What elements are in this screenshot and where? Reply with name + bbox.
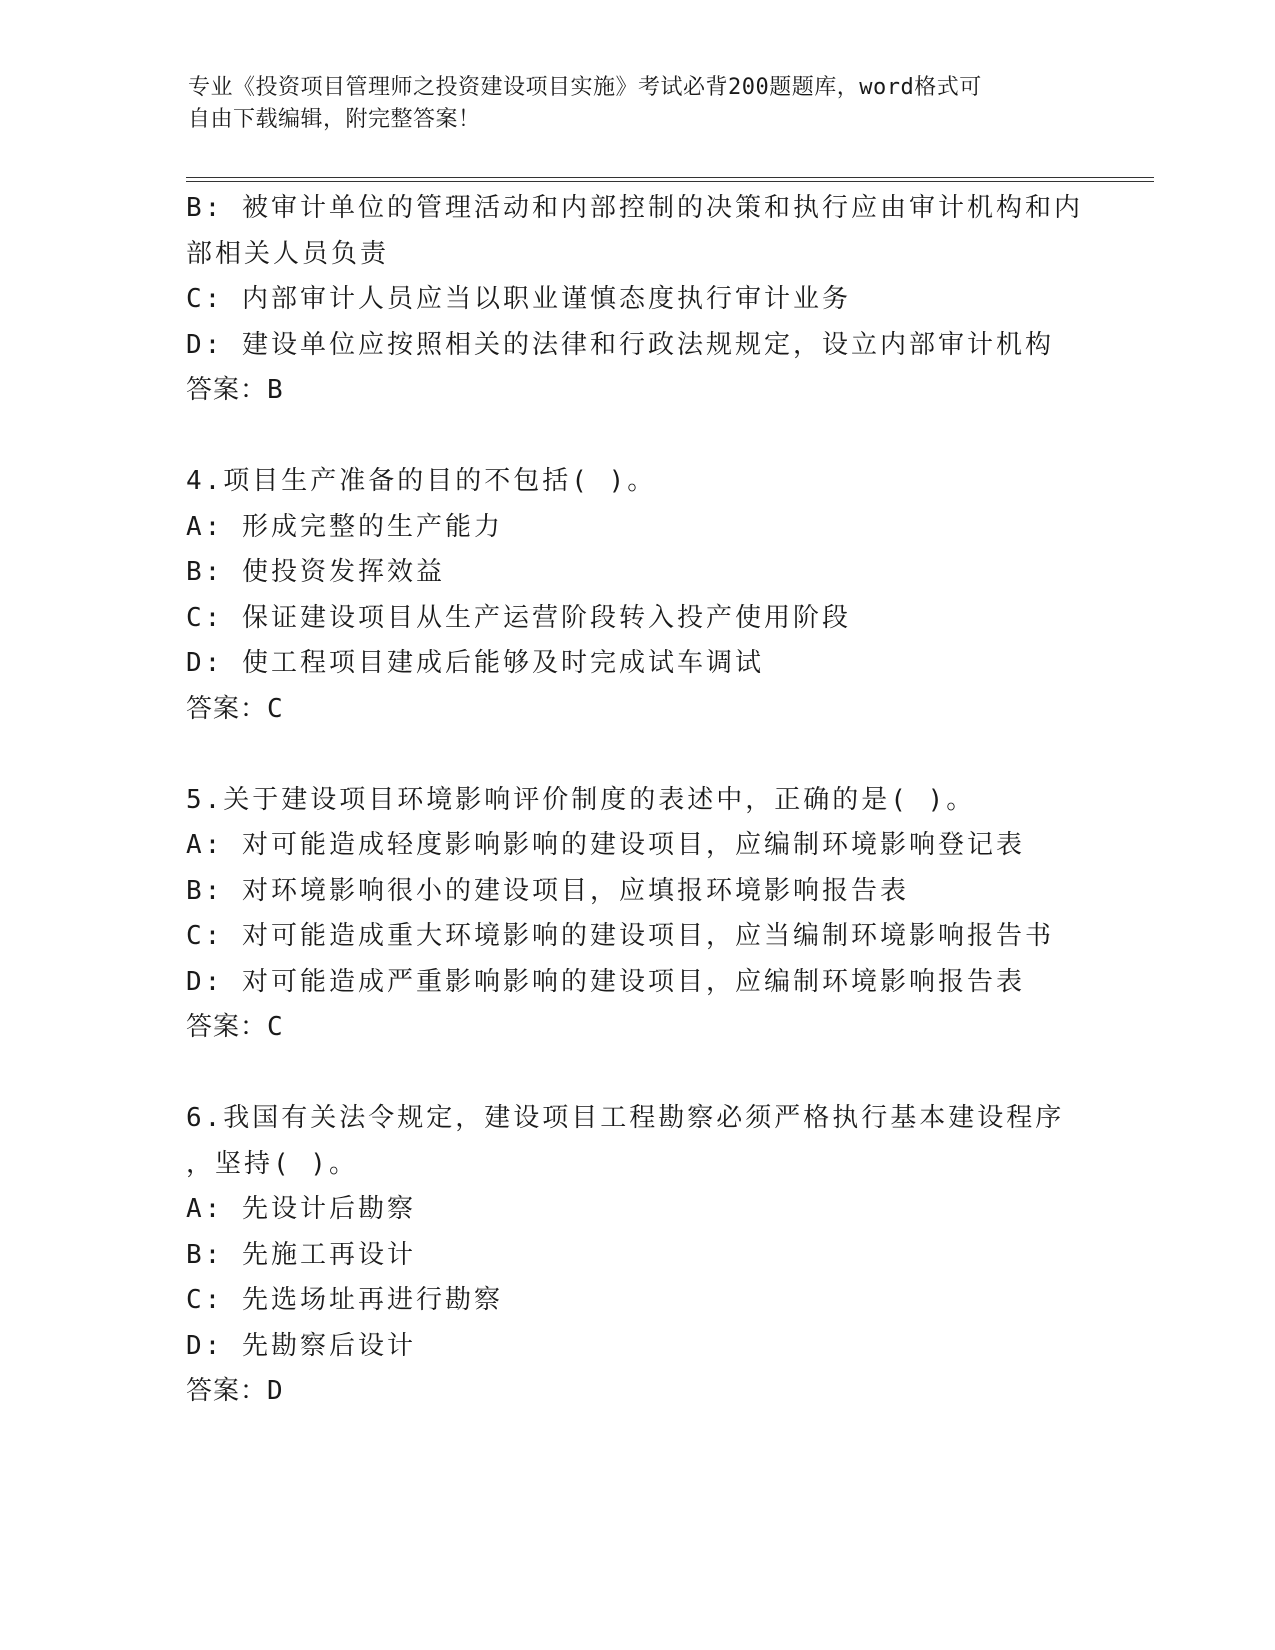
option-b: B: 对环境影响很小的建设项目，应填报环境影响报告表 [186, 875, 909, 906]
header-divider [186, 177, 1154, 182]
option-a: A: 形成完整的生产能力 [186, 511, 503, 542]
option-c: C: 先选场址再进行勘察 [186, 1285, 503, 1315]
option-d: D: 先勘察后设计 [186, 1330, 416, 1361]
option-d: D: 建设单位应按照相关的法律和行政法规规定，设立内部审计机构 [186, 329, 1054, 360]
question-stem: 5.关于建设项目环境影响评价制度的表述中，正确的是( )。 [186, 784, 976, 815]
question-stem: 6.我国有关法令规定，建设项目工程勘察必须严格执行基本建设程序 [186, 1103, 1065, 1133]
option-b: B: 被审计单位的管理活动和内部控制的决策和执行应由审计机构和内 [186, 193, 1083, 223]
question-5 [186, 778, 1146, 1051]
option-b: B: 使投资发挥效益 [186, 557, 445, 587]
question-stem: 4.项目生产准备的目的不包括( )。 [186, 466, 657, 496]
answer: 答案：B [186, 375, 284, 405]
option-d: D: 使工程项目建成后能够及时完成试车调试 [186, 648, 764, 678]
option-c: C: 对可能造成重大环境影响的建设项目，应当编制环境影响报告书 [186, 921, 1054, 951]
option-c: C: 内部审计人员应当以职业谨慎态度执行审计业务 [186, 284, 851, 314]
answer: 答案：C [186, 693, 284, 724]
option-c: C: 保证建设项目从生产运营阶段转入投产使用阶段 [186, 602, 851, 633]
option-b: B: 先施工再设计 [186, 1239, 416, 1270]
spacer [186, 414, 1146, 460]
question-3-continued [186, 186, 1146, 414]
header-line-2: 自由下载编辑，附完整答案！ [188, 107, 481, 132]
option-b-continued: 部相关人员负责 [186, 238, 390, 269]
spacer [186, 732, 1146, 778]
option-a: A: 先设计后勘察 [186, 1194, 416, 1224]
spacer [186, 1051, 1146, 1097]
answer: 答案：D [186, 1376, 284, 1406]
question-stem-continued: ，坚持( )。 [186, 1148, 358, 1179]
document-body [186, 186, 1146, 1415]
option-d: D: 对可能造成严重影响影响的建设项目，应编制环境影响报告表 [186, 966, 1025, 997]
header-line-1: 专业《投资项目管理师之投资建设项目实施》考试必背200题题库，word格式可 [188, 75, 982, 100]
answer: 答案：C [186, 1012, 284, 1042]
page-header [188, 72, 1068, 136]
question-6 [186, 1096, 1146, 1415]
option-a: A: 对可能造成轻度影响影响的建设项目，应编制环境影响登记表 [186, 830, 1025, 860]
question-4 [186, 459, 1146, 732]
